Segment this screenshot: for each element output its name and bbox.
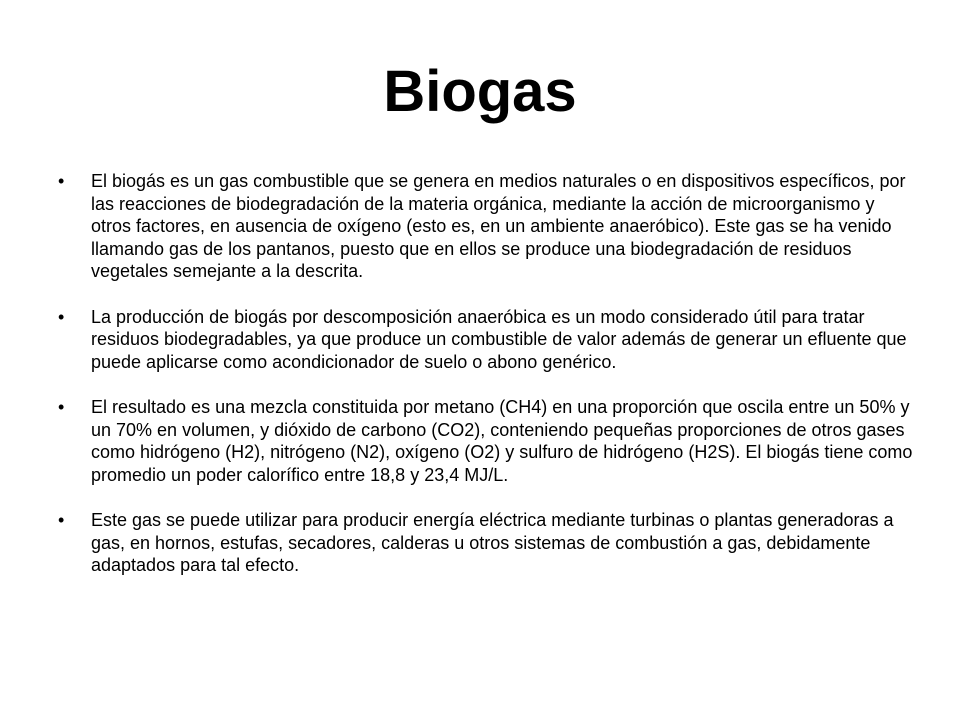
- bullet-text: El biogás es un gas combustible que se genera en medios naturales o en dispositivos específicos, por las reacciones de biodegradación de la materia orgánica, mediante la acción de microorganismo y otros factores, en ausencia de oxígeno (esto es, en un ambiente anaeróbico). Este gas se ha venido llamando gas de los pantanos, puesto que en ellos se produce una biodegradación de residuos vegetales semejante a la descrita.: [91, 171, 906, 281]
- bullet-marker: •: [58, 171, 65, 191]
- bullet-item: [58, 396, 918, 486]
- bullet-text: El resultado es una mezcla constituida por metano (CH4) en una proporción que oscila entre un 50% y un 70% en volumen, y dióxido de carbono (CO2), conteniendo pequeñas proporciones de otros gases como hidrógeno (H2), nitrógeno (N2), oxígeno (O2) y sulfuro de hidrógeno (H2S). El biogás tiene como promedio un poder calorífico entre 18,8 y 23,4 MJ/L.: [91, 397, 913, 485]
- bullet-marker: •: [58, 397, 65, 417]
- slide-title: Biogas: [383, 59, 577, 124]
- bullet-list: [58, 170, 918, 600]
- bullet-text: La producción de biogás por descomposición anaeróbica es un modo considerado útil para tratar residuos biodegradables, ya que produce un combustible de valor además de generar un efluente que puede aplicarse como acondicionador de suelo o abono genérico.: [91, 306, 907, 372]
- bullet-item: [58, 170, 918, 283]
- bullet-item: [58, 306, 918, 374]
- bullet-marker: •: [58, 306, 65, 327]
- bullet-marker: •: [58, 510, 65, 530]
- bullet-text: Este gas se puede utilizar para producir energía eléctrica mediante turbinas o plantas generadoras a gas, en hornos, estufas, secadores, calderas u otros sistemas de combustión a gas, debidamente adaptados para tal efecto.: [91, 510, 894, 575]
- bullet-item: [58, 509, 918, 577]
